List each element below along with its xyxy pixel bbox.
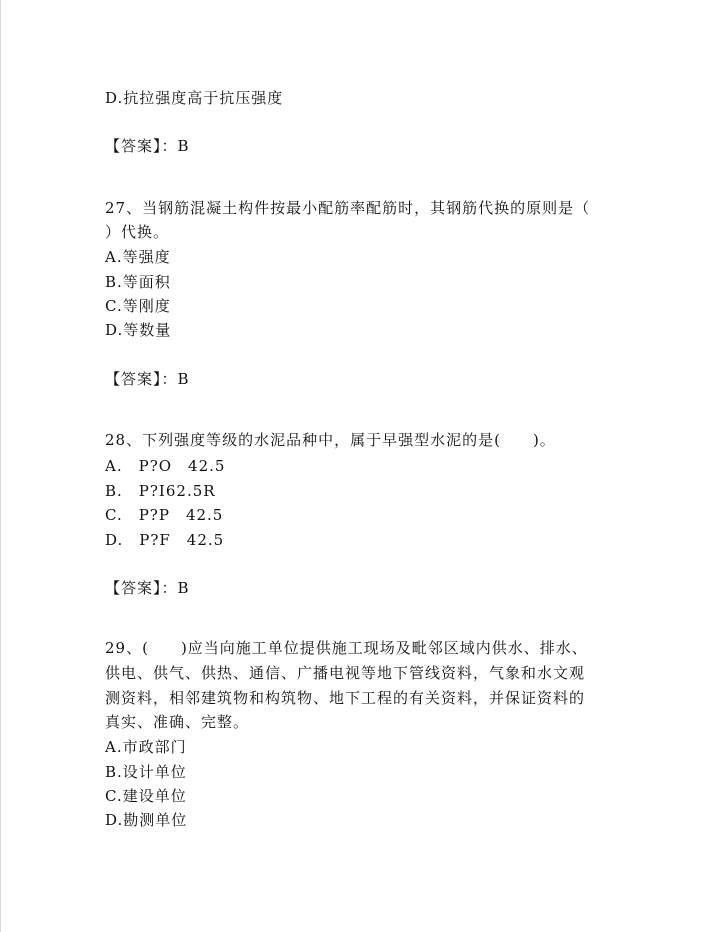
q27-option-d: D.等数量 — [105, 321, 172, 339]
q27-option-c: C.等刚度 — [105, 297, 171, 315]
q26-option-d: D.抗拉强度高于抗压强度 — [105, 89, 284, 107]
q27-stem-line2: ）代换。 — [105, 223, 170, 241]
q28-option-c: C. P?P 42.5 — [105, 506, 224, 524]
q27-answer: 【答案】：B — [105, 370, 190, 388]
q26-answer: 【答案】：B — [105, 137, 190, 155]
q29-stem-line1: 29、( )应当向施工单位提供施工现场及毗邻区域内供水、排水、 — [105, 639, 588, 657]
q28-option-a: A. P?O 42.5 — [105, 457, 226, 475]
q27-option-a: A.等强度 — [105, 248, 171, 266]
q29-option-c: C.建设单位 — [105, 787, 187, 805]
page-edge — [0, 0, 1, 932]
q29-stem-line4: 真实、准确、完整。 — [105, 713, 250, 731]
q28-option-b: B. P?Ⅰ62.5R — [105, 482, 216, 500]
q29-option-d: D.勘测单位 — [105, 811, 188, 829]
q29-stem-line2: 供电、供气、供热、通信、广播电视等地下管线资料，气象和水文观 — [105, 664, 586, 682]
q28-stem: 28、下列强度等级的水泥品种中，属于早强型水泥的是( )。 — [105, 431, 556, 449]
q29-option-b: B.设计单位 — [105, 763, 187, 781]
q27-option-b: B.等面积 — [105, 273, 171, 291]
q29-stem-line3: 测资料，相邻建筑物和构筑物、地下工程的有关资料，并保证资料的 — [105, 689, 586, 707]
q27-stem-line1: 27、当钢筋混凝土构件按最小配筋率配筋时，其钢筋代换的原则是（ — [105, 199, 591, 217]
q28-answer: 【答案】：B — [105, 579, 190, 597]
q29-option-a: A.市政部门 — [105, 738, 187, 756]
q28-option-d: D. P?F 42.5 — [105, 531, 225, 549]
